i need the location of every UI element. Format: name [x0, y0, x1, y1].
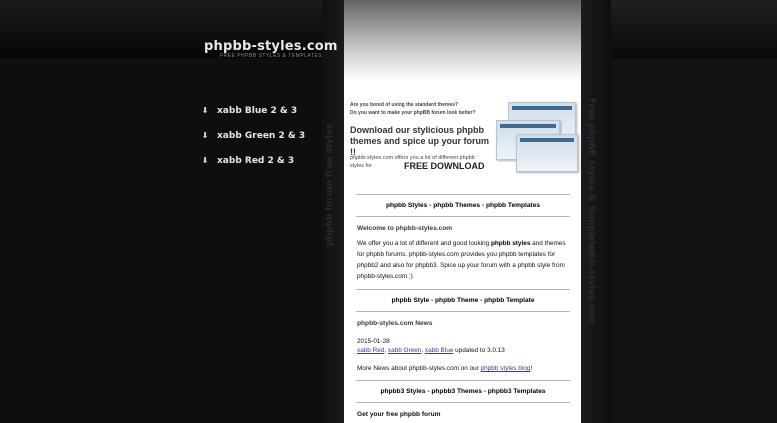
- section-title-phpbb3: phpbb3 Styles - phpbb3 Themes - phpbb3 Templates: [380, 388, 546, 395]
- nav-item-label: xabb Blue 2 & 3: [217, 105, 298, 116]
- side-vertical-text-right-2: phpbb-styles.com: [586, 234, 596, 325]
- nav-item-label: xabb Green 2 & 3: [217, 130, 306, 141]
- banner-question-2: Do you want to make your phpBB forum look better?: [350, 110, 476, 116]
- far-right-column: [611, 0, 777, 423]
- article-content: [356, 194, 570, 423]
- site-tagline: FREE PHPBB STYLES & TEMPLATES: [220, 53, 323, 59]
- news-date: 2015-01-28: [357, 338, 390, 345]
- divider: [356, 311, 570, 312]
- banner-headline: Download our stylicious phpbb themes and spice up your forum !!: [350, 125, 490, 157]
- welcome-heading: Welcome to phpbb-styles.com: [357, 225, 453, 232]
- sidebar-nav: [200, 98, 305, 173]
- news-entry: xabb Red, xabb Green, xabb Blue updated to 3.0.13: [357, 347, 505, 354]
- download-icon: ⬇: [201, 155, 209, 165]
- get-forum-heading: Get your free phpbb forum: [357, 411, 441, 418]
- banner-question-1: Are you bored of using the standard themes?: [350, 102, 459, 108]
- nav-item-xabb-green[interactable]: [200, 123, 305, 148]
- news-link-xabb-blue[interactable]: xabb Blue: [424, 347, 454, 354]
- welcome-paragraph: We offer you a lot of different and good looking phpbb styles and themes for phpbb forums. phpbb-styles.com provides you phpbb templates for phpbb2 and also for phpbb3. Spice up your forum with a phpbb style from phpbb-styles.com :): [357, 240, 566, 280]
- main-content-column: [344, 0, 581, 423]
- section-title-style: phpbb Style - phpbb Theme - phpbb Template: [391, 297, 535, 304]
- side-vertical-text-right-1: Free phpBB Styles & Templates: [586, 98, 596, 257]
- forum-screenshots-image: [494, 98, 579, 173]
- download-icon: ⬇: [201, 105, 209, 115]
- side-vertical-text-left: phpbb forum free styles: [325, 123, 335, 246]
- section-title-styles: phpbb Styles - phpbb Themes - phpbb Templates: [385, 202, 541, 209]
- divider: [356, 216, 570, 217]
- more-news: More News about phpbb-styles.com on our phpbb styles blog!: [357, 365, 533, 372]
- site-logo[interactable]: phpbb-styles.com: [204, 39, 338, 54]
- banner-offer-text: phpbb-styles.com offers you a lot of different phpbb styles for: [350, 155, 475, 169]
- download-icon: ⬇: [201, 130, 209, 140]
- nav-item-xabb-red[interactable]: [200, 148, 305, 173]
- nav-item-label: xabb Red 2 & 3: [217, 155, 295, 166]
- promo-banner[interactable]: [344, 80, 581, 188]
- news-link-xabb-green[interactable]: xabb Green: [387, 347, 422, 354]
- news-heading: phpbb-styles.com News: [357, 320, 433, 327]
- banner-free-download: FREE DOWNLOAD: [404, 161, 485, 171]
- news-link-xabb-red[interactable]: xabb Red: [357, 347, 385, 354]
- nav-item-xabb-blue[interactable]: [200, 98, 305, 123]
- blog-link[interactable]: phpbb styles blog: [480, 365, 531, 372]
- divider: [356, 402, 570, 403]
- main-header-gradient: [344, 0, 581, 80]
